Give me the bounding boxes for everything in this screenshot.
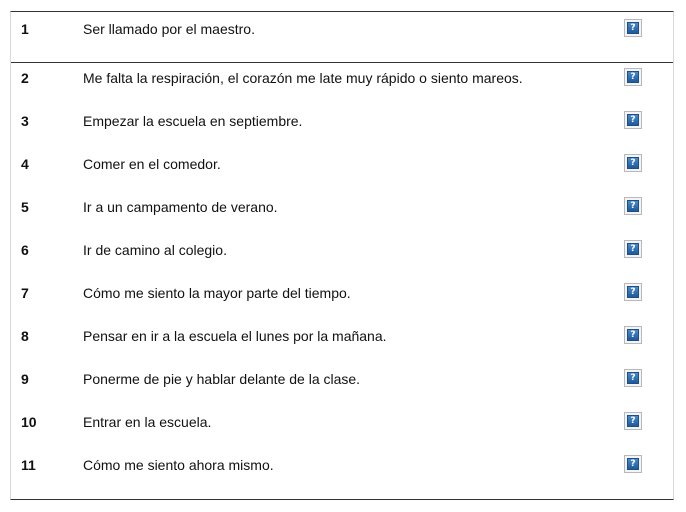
help-button[interactable] (624, 326, 642, 344)
item-number: 1 (21, 21, 29, 37)
item-number: 7 (21, 285, 29, 301)
table-row (11, 320, 673, 350)
items-table (10, 11, 674, 500)
help-button[interactable] (624, 154, 642, 172)
item-number: 11 (21, 457, 36, 473)
table-row (11, 277, 673, 307)
question-mark-icon: ? (627, 372, 639, 384)
table-row (11, 406, 673, 436)
question-mark-icon: ? (627, 458, 639, 470)
question-mark-icon: ? (627, 415, 639, 427)
item-number: 4 (21, 156, 29, 172)
help-button[interactable] (624, 68, 642, 86)
table-row (11, 449, 673, 479)
item-text: Comer en el comedor. (83, 156, 221, 172)
table-row (11, 13, 673, 43)
item-text: Ir a un campamento de verano. (83, 199, 278, 215)
question-mark-icon: ? (627, 286, 639, 298)
question-mark-icon: ? (627, 329, 639, 341)
question-mark-icon: ? (627, 114, 639, 126)
table-row (11, 105, 673, 135)
item-text: Entrar en la escuela. (83, 414, 212, 430)
item-text: Ser llamado por el maestro. (83, 21, 255, 37)
help-button[interactable] (624, 455, 642, 473)
item-text: Cómo me siento ahora mismo. (83, 457, 274, 473)
item-number: 2 (21, 70, 29, 86)
help-button[interactable] (624, 283, 642, 301)
item-number: 8 (21, 328, 29, 344)
item-text: Me falta la respiración, el corazón me late muy rápido o siento mareos. (83, 70, 523, 86)
item-number: 5 (21, 199, 29, 215)
item-number: 6 (21, 242, 29, 258)
help-button[interactable] (624, 111, 642, 129)
help-button[interactable] (624, 240, 642, 258)
help-button[interactable] (624, 369, 642, 387)
item-text: Empezar la escuela en septiembre. (83, 113, 303, 129)
table-row (11, 148, 673, 178)
help-button[interactable] (624, 412, 642, 430)
item-number: 3 (21, 113, 29, 129)
question-mark-icon: ? (627, 200, 639, 212)
help-button[interactable] (624, 197, 642, 215)
question-mark-icon: ? (627, 157, 639, 169)
table-row (11, 62, 673, 92)
item-text: Ir de camino al colegio. (83, 242, 227, 258)
question-mark-icon: ? (627, 22, 639, 34)
question-mark-icon: ? (627, 243, 639, 255)
item-text: Cómo me siento la mayor parte del tiempo. (83, 285, 351, 301)
item-number: 10 (21, 414, 37, 430)
item-number: 9 (21, 371, 29, 387)
item-text: Pensar en ir a la escuela el lunes por la mañana. (83, 328, 387, 344)
table-row (11, 191, 673, 221)
table-row (11, 363, 673, 393)
question-mark-icon: ? (627, 71, 639, 83)
help-button[interactable] (624, 19, 642, 37)
item-text: Ponerme de pie y hablar delante de la clase. (83, 371, 361, 387)
table-row (11, 234, 673, 264)
